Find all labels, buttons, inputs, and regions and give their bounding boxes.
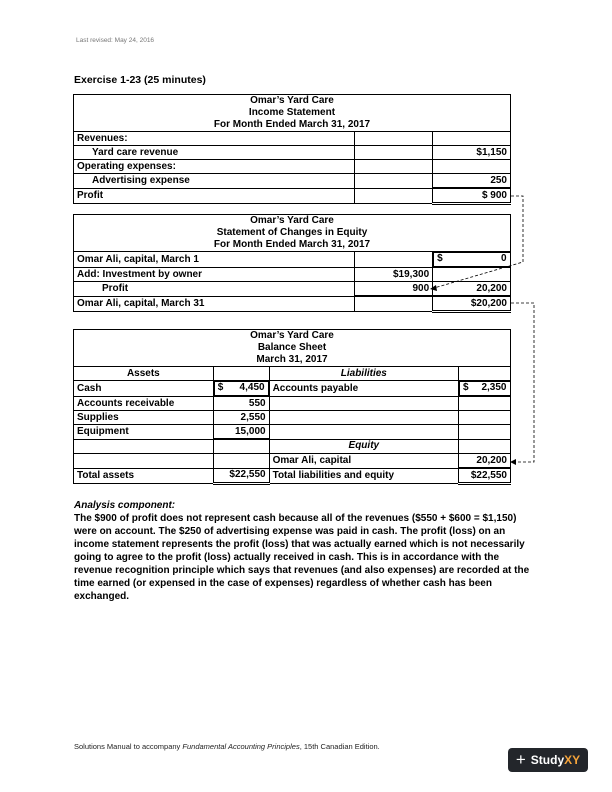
income-statement-period: For Month Ended March 31, 2017: [213, 119, 371, 130]
plus-icon: +: [515, 750, 526, 769]
cash-label: Cash: [74, 381, 214, 397]
revenue-item: Yard care revenue: [74, 146, 355, 160]
equity-heading: Equity: [269, 439, 458, 454]
total-assets-value: $22,550: [213, 468, 269, 484]
investment-value: $19,300: [355, 268, 433, 282]
closing-capital-value: $20,200: [433, 296, 511, 312]
total-le-label: Total liabilities and equity: [269, 468, 458, 484]
arrowhead-profit: [430, 285, 437, 291]
expense-item: Advertising expense: [74, 174, 355, 189]
equity-profit-value: 900: [355, 282, 433, 297]
cash-value: 4,450: [239, 382, 265, 393]
footer-prefix: Solutions Manual to accompany: [74, 742, 183, 751]
footer-suffix: , 15th Canadian Edition.: [299, 742, 380, 751]
total-assets-label: Total assets: [74, 468, 214, 484]
expense-value: 250: [433, 174, 511, 189]
last-revised-note: Last revised: May 24, 2016: [76, 37, 155, 44]
investment-label: Add: Investment by owner: [74, 268, 355, 282]
profit-to-equity-arrow: [434, 196, 523, 288]
closing-capital-label: Omar Ali, capital, March 31: [74, 296, 355, 312]
arrowhead-capital: [510, 459, 516, 465]
logo-word: Study: [530, 753, 565, 767]
studyxy-logo[interactable]: [508, 748, 588, 772]
exercise-title: Exercise 1-23 (25 minutes): [74, 74, 206, 86]
equity-statement-period: For Month Ended March 31, 2017: [213, 239, 371, 250]
opex-label: Operating expenses:: [74, 160, 355, 174]
opening-capital-value: 0: [500, 253, 507, 264]
assets-heading: Assets: [74, 367, 214, 381]
total-le-value: $22,550: [459, 468, 511, 484]
equity-statement-title: Statement of Changes in Equity: [216, 227, 368, 238]
capital-to-balance-arrow: [511, 303, 534, 462]
liabilities-heading: Liabilities: [269, 367, 458, 381]
ar-label: Accounts receivable: [74, 397, 214, 411]
income-company-name: Omar’s Yard Care: [250, 95, 334, 106]
profit-label: Profit: [74, 188, 355, 204]
balance-sheet-date: March 31, 2017: [256, 354, 328, 365]
equity-subtotal-value: 20,200: [433, 282, 511, 297]
equity-company-name: Omar’s Yard Care: [250, 215, 334, 226]
ap-value: 2,350: [481, 382, 507, 393]
ap-label: Accounts payable: [269, 381, 458, 397]
ap-dollar-sign: $: [463, 382, 469, 393]
footer-book-title: Fundamental Accounting Principles: [182, 742, 300, 751]
cash-dollar-sign: $: [217, 382, 224, 393]
ar-value: 550: [213, 397, 269, 411]
bs-company-name: Omar’s Yard Care: [250, 330, 334, 341]
equipment-label: Equipment: [74, 425, 214, 440]
logo-accent: XY: [564, 753, 581, 767]
opening-capital-label: Omar Ali, capital, March 1: [74, 252, 355, 268]
supplies-value: 2,550: [213, 411, 269, 425]
income-statement-title: Income Statement: [248, 107, 336, 118]
balance-sheet-title: Balance Sheet: [257, 342, 327, 353]
equipment-value: 15,000: [213, 425, 269, 440]
analysis-body: The $900 of profit does not represent cash because all of the revenues ($550 + $600 = $1,150) were on account. The $250 of advertising expense was paid in cash. The profit (loss) on an income statement represents the profit (loss) that was actually earned which is not necessarily going to agree to the profit (loss) actually received in cash. This is in accordance with the revenue recognition principle which says that revenues (and also expenses) are recorded at the time earned (or expensed in the case of expenses) regardless of whether cash has been exchanged.: [74, 513, 530, 602]
profit-value: $ 900: [433, 188, 511, 204]
revenues-label: Revenues:: [74, 132, 355, 146]
capital-value: 20,200: [459, 454, 511, 469]
analysis-title: Analysis component:: [74, 500, 176, 511]
supplies-label: Supplies: [74, 411, 214, 425]
opening-dollar-sign: $: [437, 253, 443, 264]
footer: [74, 742, 380, 751]
revenue-value: $1,150: [433, 146, 511, 160]
equity-profit-label: Profit: [74, 282, 355, 297]
capital-label: Omar Ali, capital: [269, 454, 458, 469]
